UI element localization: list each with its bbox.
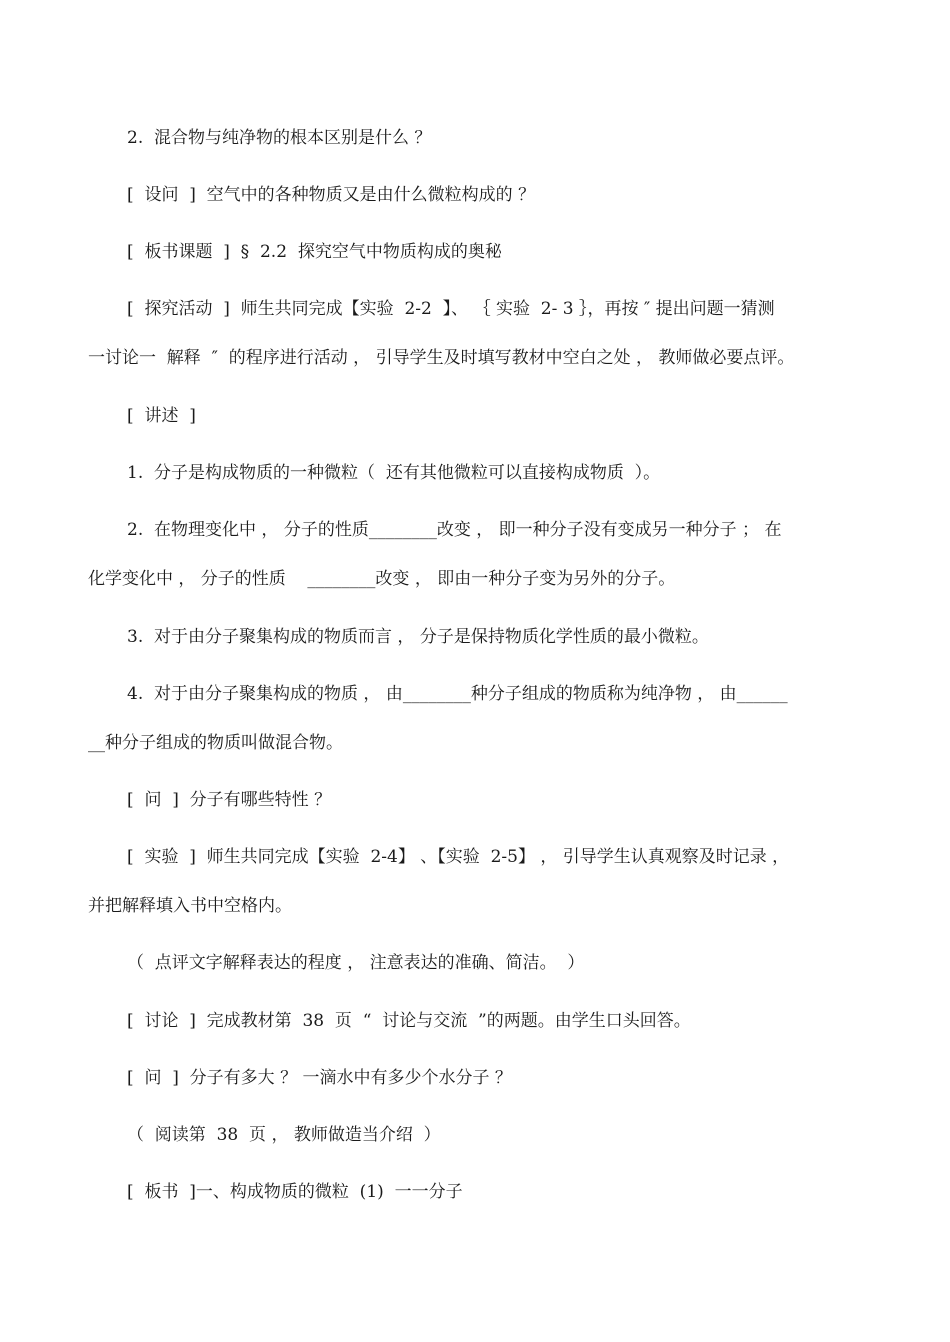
paragraph-point-2-cont: 化学变化中 ， 分子的性质 ________改变 ， 即由一种分子变为另外的分子。: [88, 569, 676, 589]
paragraph-question-properties: [ 问 ] 分子有哪些特性 ？: [127, 790, 332, 810]
paragraph-setup-question: [ 设问 ] 空气中的各种物质又是由什么微粒构成的 ？: [127, 185, 536, 205]
paragraph-experiment: [ 实验 ] 师生共同完成【实验 2-4】 、【实验 2-5】 ， 引导学生认真观察及时记录 ，: [127, 847, 790, 867]
paragraph-lecture-heading: [ 讲述 ]: [127, 406, 196, 426]
paragraph-point-4: 4. 对于由分子聚集构成的物质 ， 由________种分子组成的物质称为纯净物 ， 由______: [127, 684, 788, 704]
paragraph-discussion: [ 讨论 ] 完成教材第 38 页 “ 讨论与交流 ”的两题。由学生口头回答。: [127, 1011, 691, 1031]
paragraph-point-3: 3. 对于由分子聚集构成的物质而言 ， 分子是保持物质化学性质的最小微粒。: [127, 627, 709, 647]
paragraph-question-size: [ 问 ] 分子有多大 ？ 一滴水中有多少个水分子 ？: [127, 1068, 512, 1088]
paragraph-question-2: 2. 混合物与纯净物的根本区别是什么 ？: [127, 128, 432, 148]
paragraph-point-1: 1. 分子是构成物质的一种微粒（ 还有其他微粒可以直接构成物质 ）。: [127, 463, 661, 483]
paragraph-point-2: 2. 在物理变化中 ， 分子的性质________改变 ， 即一种分子没有变成另一种分子 ； 在: [127, 520, 782, 540]
paragraph-inquiry-activity-cont: 一讨论一 解释 ″ 的程序进行活动 ， 引导学生及时填写教材中空白之处 ， 教师做必要点评。: [88, 348, 795, 368]
paragraph-experiment-cont: 并把解释填入书中空格内。: [88, 896, 292, 916]
paragraph-board-note: [ 板书 ]一、构成物质的微粒 (1) 一一分子: [127, 1182, 463, 1202]
paragraph-inquiry-activity: [ 探究活动 ] 师生共同完成【实验 2-2 】、 ｛ 实验 2- 3 ｝，再按 ″ 提出问题一猜测: [127, 299, 775, 319]
paragraph-reading: （ 阅读第 38 页 ， 教师做造当介绍 ）: [127, 1125, 441, 1145]
paragraph-comment: （ 点评文字解释表达的程度 ， 注意表达的准确、简洁。 ）: [127, 953, 585, 973]
paragraph-board-title: [ 板书课题 ] § 2.2 探究空气中物质构成的奥秘: [127, 242, 502, 262]
paragraph-point-4-cont: __种分子组成的物质叫做混合物。: [88, 733, 343, 753]
